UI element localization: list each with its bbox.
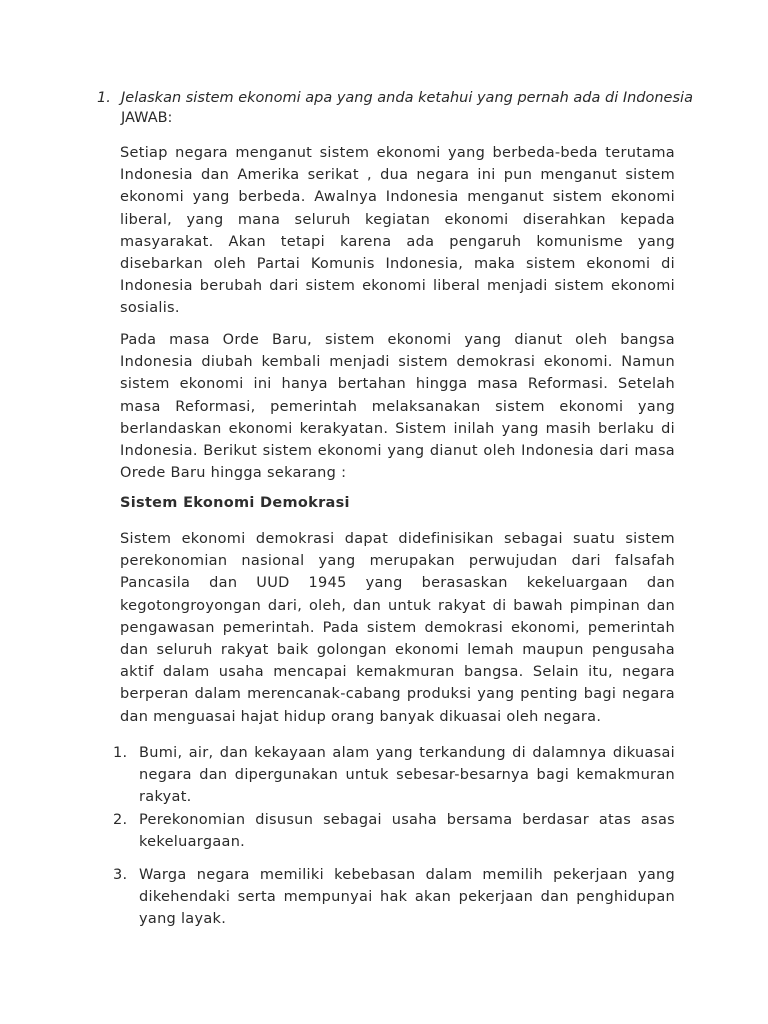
paragraph-demokrasi: Sistem ekonomi demokrasi dapat didefinisikan sebagai suatu sistem perekonomian nasional yang merupakan perwujudan dari falsafah Pancasila dan UUD 1945 yang berasaskan kekeluargaan dan kegotongroyongan dari, oleh, dan untuk rakyat di bawah pimpinan dan pengawasan pemerintah. Pada sistem demokrasi ekonomi, pemerintah dan seluruh rakyat baik golongan ekonomi lemah maupun pengusaha aktif dalam usaha mencapai kemakmuran bangsa. Selain itu, negara berperan dalam merencanak-cabang produksi yang penting bagi negara dan menguasai hajat hidup orang banyak dikuasai oleh negara.: [120, 531, 675, 725]
list-item-text: Warga negara memiliki kebebasan dalam memilih pekerjaan yang dikehendaki serta mempunyai hak akan pekerjaan dan penghidupan yang layak.: [139, 867, 675, 928]
question-text: Jelaskan sistem ekonomi apa yang anda ketahui yang pernah ada di Indonesia: [121, 90, 693, 106]
paragraph-intro: Setiap negara menganut sistem ekonomi yang berbeda-beda terutama Indonesia dan Amerika serikat , dua negara ini pun menganut sistem ekonomi yang berbeda. Awalnya Indonesia menganut sistem ekonomi liberal, yang mana seluruh kegiatan ekonomi diserahkan kepada masyarakat. Akan tetapi karena ada pengaruh komunisme yang disebarkan oleh Partai Komunis Indonesia, maka sistem ekonomi di Indonesia berubah dari sistem ekonomi liberal menjadi sistem ekonomi sosialis.: [120, 145, 675, 317]
list-item-text: Bumi, air, dan kekayaan alam yang terkandung di dalamnya dikuasai negara dan dipergunakan untuk sebesar-besarnya bagi kemakmuran rakyat.: [139, 745, 675, 806]
list-item-number: 1.: [113, 745, 128, 761]
section-heading: Sistem Ekonomi Demokrasi: [120, 495, 350, 511]
paragraph-orde-baru: Pada masa Orde Baru, sistem ekonomi yang dianut oleh bangsa Indonesia diubah kembali menjadi sistem demokrasi ekonomi. Namun sistem ekonomi ini hanya bertahan hingga masa Reformasi. Setelah masa Reformasi, pemerintah melaksanakan sistem ekonomi yang berlandaskan ekonomi kerakyatan. Sistem inilah yang masih berlaku di Indonesia. Berikut sistem ekonomi yang dianut oleh Indonesia dari masa Orede Baru hingga sekarang :: [120, 332, 675, 482]
list-item-number: 3.: [113, 867, 128, 883]
list-item-number: 2.: [113, 812, 128, 828]
list-item-text: Perekonomian disusun sebagai usaha bersama berdasar atas asas kekeluargaan.: [139, 812, 675, 851]
answer-label: JAWAB:: [121, 110, 173, 126]
question-number: 1.: [97, 90, 111, 106]
